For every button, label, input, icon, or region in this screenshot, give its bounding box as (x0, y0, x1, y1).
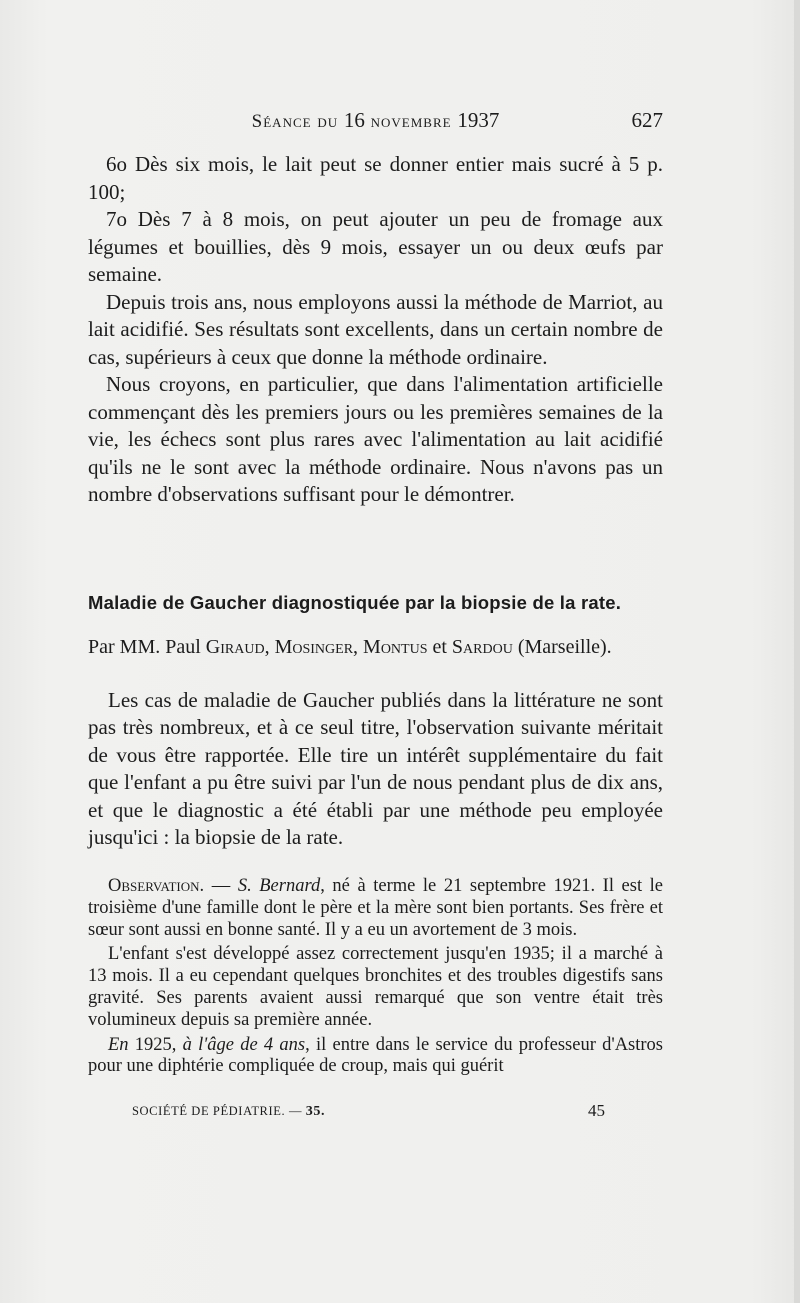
footer-volume: 35. (305, 1104, 326, 1119)
paragraph-development: L'enfant s'est développé assez correctement jusqu'en 1935; il a marché à 13 mois. Il a eu cependant quelques bronchites et des troubles digestifs sans gravité. Ses parents avaient aussi remarqué que son ventre était très volumineux depuis sa première année. (88, 944, 663, 1030)
observation-label: Observation. (108, 876, 205, 896)
running-header (88, 108, 663, 138)
footer-society (132, 1104, 325, 1120)
section-diet-text (88, 151, 663, 509)
authors-separator: , (264, 636, 275, 658)
patient-name: S. Bernard (237, 876, 321, 896)
paragraph-six-months: 6o Dès six mois, le lait peut se donner entier mais sucré à 5 p. 100; (88, 152, 663, 204)
footer-society-name: SOCIÉTÉ DE PÉDIATRIE. — (132, 1104, 306, 1118)
author-giraud: Giraud (205, 636, 265, 658)
authors-suffix: (Marseille). (512, 636, 612, 658)
authors-prefix: Par MM. Paul (88, 636, 206, 658)
header-title-text: Séance du (251, 111, 344, 132)
authors-separator: et (427, 636, 452, 658)
header-title (88, 108, 663, 133)
paragraph-1925-text: , il entre dans le service du professeur d'Astros pour une diphtérie compliquée de croup, mais qui guérit (88, 1034, 663, 1077)
observation-section (88, 876, 663, 1078)
header-day: 16 (343, 108, 365, 132)
header-year: 1937 (457, 108, 500, 132)
paragraph-observation (88, 876, 663, 941)
paragraph-1925 (88, 1035, 663, 1079)
article-intro (88, 687, 663, 851)
year-1925: 1925, (128, 1034, 183, 1055)
paragraph-seven-months: 7o Dès 7 à 8 mois, on peut ajouter un peu de fromage aux légumes et bouillies, dès 9 mois, essayer un ou deux œufs par semaine. (88, 207, 663, 286)
header-month: novembre (364, 111, 458, 132)
author-mosinger: Mosinger (274, 636, 354, 658)
observation-dash: — (204, 876, 238, 896)
article-title: Maladie de Gaucher diagnostiquée par la biopsie de la rate. (88, 592, 622, 613)
page-edge-shadow (794, 0, 800, 1303)
italic-age: à l'âge de 4 ans (182, 1034, 306, 1055)
italic-en: En (108, 1034, 129, 1055)
author-montus: Montus (363, 636, 428, 658)
paragraph-acidified-milk: Nous croyons, en particulier, que dans l'alimentation artificielle commençant dès les premiers jours ou les premières semaines de la vie, les échecs sont plus rares avec l'alimentation au lait acidifié qu'ils ne le sont avec la méthode ordinaire. Nous n'avons pas un nombre d'observations suffisant pour le démontrer. (88, 372, 663, 506)
article-authors (88, 636, 668, 659)
author-sardou: Sardou (451, 636, 513, 658)
observation-text: , né à terme le 21 septembre 1921. Il est le troisième d'une famille dont le père et la mère sont bien portants. Ses frère et sœur sont aussi en bonne santé. Il y a eu un avortement de 3 mois. (88, 876, 663, 940)
paragraph-marriot-method: Depuis trois ans, nous employons aussi la méthode de Marriot, au lait acidifié. Ses résultats sont excellents, dans un certain nombre de cas, supérieurs à ceux que donne la méthode ordinaire. (88, 289, 663, 369)
page-number: 627 (631, 108, 663, 132)
authors-separator: , (353, 636, 364, 658)
footer-signature: 45 (588, 1101, 605, 1120)
paragraph-intro: Les cas de maladie de Gaucher publiés dans la littérature ne sont pas très nombreux, et à ce seul titre, l'observation suivante méritait de vous être rapportée. Elle tire un intérêt supplémentaire du fait que l'enfant a pu être suivi par l'un de nous pendant plus de dix ans, et que le diagnostic a été établi par une méthode peu employée jusqu'ici : la biopsie de la rate. (88, 688, 663, 850)
